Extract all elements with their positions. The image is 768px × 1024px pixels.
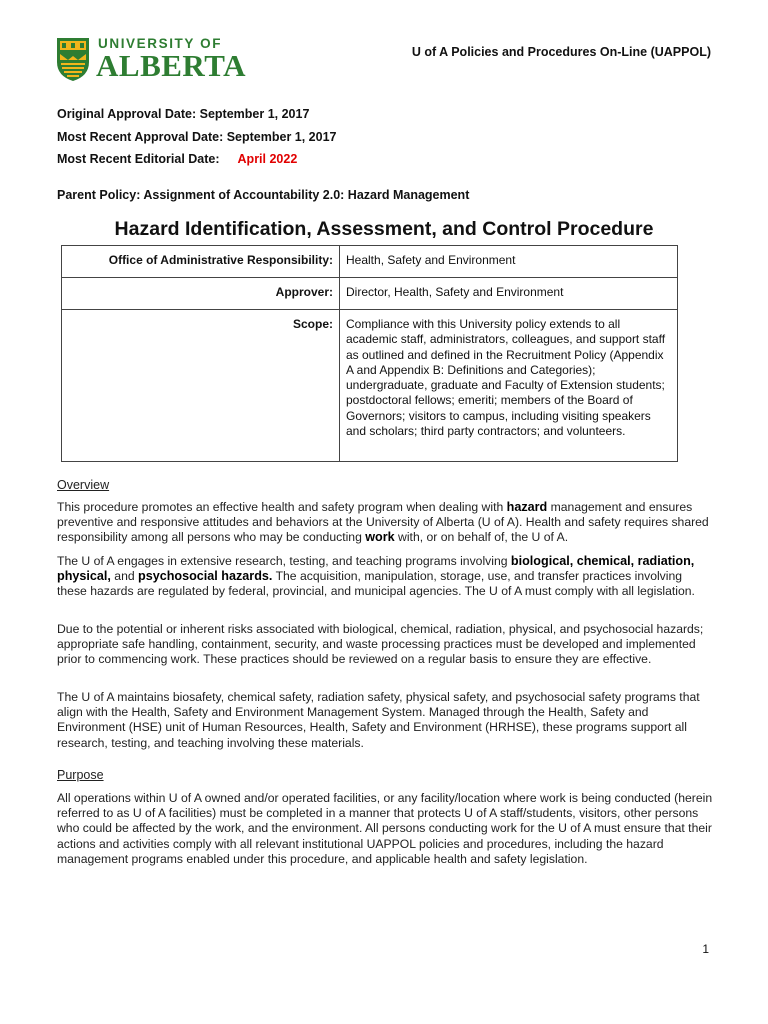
overview-paragraph-3: Due to the potential or inherent risks associated with biological, chemical, radiation, physical, and psychosocial hazards; appropriate safe handling, containment, security, and waste processing practices must be developed and implemented prior to commencing work. These practices should be reviewed on a regular basis to ensure they are effective. [57,622,704,667]
text-segment: The acquisition, manipulation, storage, use, and transfer practices involving these hazards are regulated by federal, provincial, and municipal agencies. The U of A must comply with all legislation. [57,569,695,599]
editorial-date [57,152,297,166]
term-hazard-types: biological, chemical, radiation, physical, [57,554,695,584]
recent-approval-date: Most Recent Approval Date: September 1, 2017 [57,130,337,144]
overview-heading: Overview [57,478,110,492]
logo-university-of: UNIVERSITY OF [98,36,223,51]
overview-paragraph-1 [57,500,713,546]
original-approval-date: Original Approval Date: September 1, 2017 [57,107,310,121]
table-row [62,278,678,310]
term-hazard: hazard [506,500,548,514]
office-label: Office of Administrative Responsibility: [62,246,340,278]
purpose-paragraph-1: All operations within U of A owned and/or operated facilities, or any facility/location where work is being conducted (herein referred to as U of A facilities) must be completed in a manner that protects U of A staff/students, visitors, other persons who could be affected by the work, and the environment. All persons conducting work for the U of A must ensure that their actions and activities comply with all relevant institutional UAPPOL policies and procedures, including the hazard management programs enabled under this procedure, and applicable health and safety legislation. [57,791,713,866]
table-row [62,246,678,278]
editorial-date-label: Most Recent Editorial Date: [57,152,220,166]
logo-alberta: ALBERTA [96,48,246,83]
responsibility-table [61,245,678,462]
site-title: U of A Policies and Procedures On-Line (UAPPOL) [411,45,711,59]
scope-label: Scope: [62,310,340,462]
page-number: 1 [702,942,709,956]
shield-crest-icon [56,36,90,82]
overview-paragraph-2 [57,554,713,600]
text-segment: with, or on behalf of, the U of A. [394,530,569,545]
scope-value: Compliance with this University policy extends to all academic staff, administrators, colleagues, and support staff as outlined and defined in the Recruitment Policy (Appendix A and Appendix B: Definitions and Categories); undergraduate, graduate and Faculty of Extension students; postdoctoral fellows; emeriti; members of the Board of Governors; visitors to campus, including visiting speakers and scholars; third party contractors; and volunteers. [340,310,678,462]
text-segment: and [110,569,139,584]
approver-label: Approver: [62,278,340,310]
purpose-heading: Purpose [57,768,104,782]
editorial-date-value: April 2022 [237,152,298,166]
overview-paragraph-4: The U of A maintains biosafety, chemical safety, radiation safety, physical safety, and psychosocial safety programs that align with the Health, Safety and Environment Management System. Managed through the Health, Safety and Environment (HSE) unit of Human Resources, Health, Safety and Environment (HRHSE), these programs support all research, testing, and teaching involving these materials. [57,690,700,750]
office-value: Health, Safety and Environment [340,246,678,278]
document-title: Hazard Identification, Assessment, and Control Procedure [114,218,654,240]
term-psychosocial-hazards: psychosocial hazards. [138,569,273,584]
approver-value: Director, Health, Safety and Environment [340,278,678,310]
text-segment: This procedure promotes an effective health and safety program when dealing with [57,500,507,514]
parent-policy: Parent Policy: Assignment of Accountability 2.0: Hazard Management [57,188,470,202]
university-logo [56,36,246,84]
table-row [62,310,678,462]
text-segment: The U of A engages in extensive research, testing, and teaching programs involving [57,554,511,568]
text-segment: management and ensures preventive and responsive attitudes and behaviors at the University of Alberta (U of A). Health and safety requires shared responsibility among all persons who may be conducting [57,500,709,545]
term-work: work [365,530,395,545]
